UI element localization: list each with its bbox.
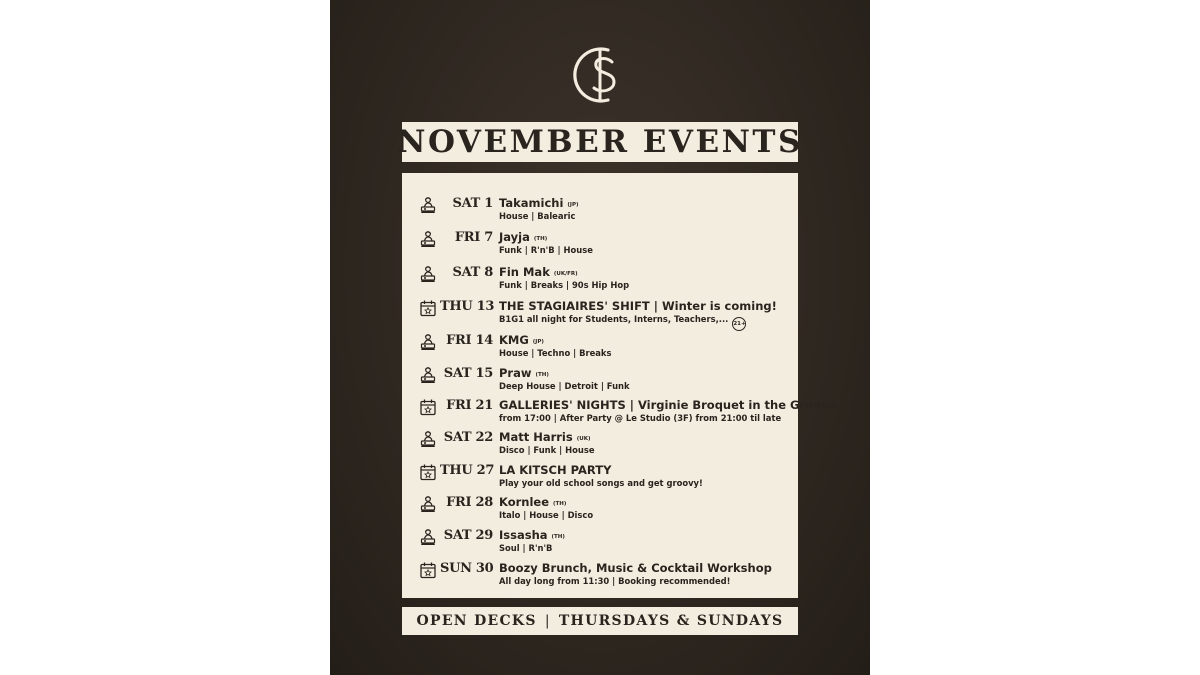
event-row xyxy=(402,328,798,358)
event-name-line xyxy=(499,463,611,477)
title-banner xyxy=(397,122,803,162)
event-name-line xyxy=(499,495,566,509)
event-name-line xyxy=(499,265,578,279)
cs-monogram-logo xyxy=(572,44,628,106)
event-details: Disco | Funk | House xyxy=(499,445,595,455)
event-row xyxy=(402,523,798,553)
event-row xyxy=(402,458,798,488)
event-details: Play your old school songs and get groovy! xyxy=(499,478,703,488)
footer-banner xyxy=(402,607,798,635)
dj-turntable-icon xyxy=(419,333,437,351)
artist-origin: (TH) xyxy=(533,236,548,242)
event-date: FRI 14 xyxy=(446,333,493,348)
event-row xyxy=(402,361,798,391)
event-details: Funk | Breaks | 90s Hip Hop xyxy=(499,280,630,290)
event-details-line xyxy=(499,445,595,455)
event-name: LA KITSCH PARTY xyxy=(499,463,612,477)
artist-origin: (TH) xyxy=(535,372,549,378)
dj-turntable-icon xyxy=(419,230,437,248)
event-row xyxy=(402,225,798,255)
event-name: Takamichi xyxy=(499,196,564,210)
footer-days: THURSDAYS & SUNDAYS xyxy=(558,613,784,629)
event-name: Boozy Brunch, Music & Cocktail Workshop xyxy=(499,561,772,575)
event-date: SUN 30 xyxy=(440,561,494,576)
footer-open-decks: OPEN DECKS xyxy=(416,613,537,629)
event-name-line xyxy=(499,366,549,380)
artist-origin: (TH) xyxy=(553,501,567,507)
event-name: Matt Harris xyxy=(499,430,573,444)
dj-turntable-icon xyxy=(419,196,437,214)
event-details: House | Techno | Breaks xyxy=(499,348,612,358)
event-date: SAT 8 xyxy=(452,265,493,280)
event-details: from 17:00 | After Party @ Le Studio (3F) from 21:00 til late xyxy=(499,413,782,423)
event-poster xyxy=(330,0,870,675)
event-date: SAT 22 xyxy=(443,430,493,445)
event-name-line xyxy=(499,299,777,313)
artist-origin: (JP) xyxy=(532,339,544,345)
event-details-line xyxy=(499,280,629,290)
event-row xyxy=(402,191,798,221)
event-row xyxy=(402,556,798,586)
calendar-star-icon xyxy=(419,463,437,481)
age-limit-badge: 21+ xyxy=(732,317,746,331)
event-details-line xyxy=(499,211,575,221)
event-date: THU 27 xyxy=(440,463,495,478)
calendar-star-icon xyxy=(419,299,437,317)
event-name: THE STAGIAIRES' SHIFT | Winter is coming! xyxy=(499,299,777,313)
event-date: SAT 29 xyxy=(443,528,493,543)
event-name-line xyxy=(499,230,547,244)
page-title: NOVEMBER EVENTS xyxy=(397,124,803,160)
event-name-line xyxy=(499,528,565,542)
artist-origin: (JP) xyxy=(567,202,579,208)
event-date: SAT 1 xyxy=(452,196,493,211)
event-date: FRI 28 xyxy=(446,495,493,510)
event-row xyxy=(402,260,798,290)
event-details-line xyxy=(499,543,552,553)
event-details: Italo | House | Disco xyxy=(499,510,594,520)
event-details-line xyxy=(499,413,781,423)
event-details: Soul | R'n'B xyxy=(499,543,553,553)
dj-turntable-icon xyxy=(419,366,437,384)
event-name: Jayja xyxy=(499,230,530,244)
event-details: Deep House | Detroit | Funk xyxy=(499,381,630,391)
event-details-line xyxy=(499,576,730,586)
event-name: Issasha xyxy=(499,528,548,542)
event-row xyxy=(402,393,837,423)
event-date: SAT 15 xyxy=(443,366,493,381)
event-details-line xyxy=(499,478,703,488)
event-name-line xyxy=(499,333,544,347)
artist-origin: (UK/FR) xyxy=(553,271,578,277)
calendar-star-icon xyxy=(419,561,437,579)
event-details-line xyxy=(499,348,612,358)
footer-divider: | xyxy=(544,613,551,629)
artist-origin: (TH) xyxy=(551,534,565,540)
event-date: THU 13 xyxy=(440,299,495,314)
dj-turntable-icon xyxy=(419,430,437,448)
artist-origin: (UK) xyxy=(576,436,591,442)
dj-turntable-icon xyxy=(419,495,437,513)
event-date: FRI 21 xyxy=(446,398,493,413)
event-row xyxy=(402,425,798,455)
event-details: Funk | R'n'B | House xyxy=(499,245,593,255)
event-name: Praw xyxy=(499,366,532,380)
event-name-line xyxy=(499,196,579,210)
event-details-line xyxy=(499,381,630,391)
event-details: All day long from 11:30 | Booking recommended! xyxy=(499,576,731,586)
event-row xyxy=(402,490,798,520)
event-details: House | Balearic xyxy=(499,211,576,221)
event-row xyxy=(402,294,798,327)
event-details-line xyxy=(499,510,593,520)
event-date: FRI 7 xyxy=(454,230,493,245)
event-name: KMG xyxy=(499,333,529,347)
event-name-line xyxy=(499,430,590,444)
event-name: Kornlee xyxy=(499,495,550,509)
event-details-line xyxy=(499,245,593,255)
dj-turntable-icon xyxy=(419,265,437,283)
event-name: GALLERIES' NIGHTS | Virginie Broquet in the Groove xyxy=(499,398,837,412)
event-name: Fin Mak xyxy=(499,265,550,279)
event-name-line xyxy=(499,398,836,412)
events-list xyxy=(402,173,837,598)
calendar-star-icon xyxy=(419,398,437,416)
dj-turntable-icon xyxy=(419,528,437,546)
event-details: B1G1 all night for Students, Interns, Teachers,... xyxy=(499,314,729,324)
event-name-line xyxy=(499,561,772,575)
